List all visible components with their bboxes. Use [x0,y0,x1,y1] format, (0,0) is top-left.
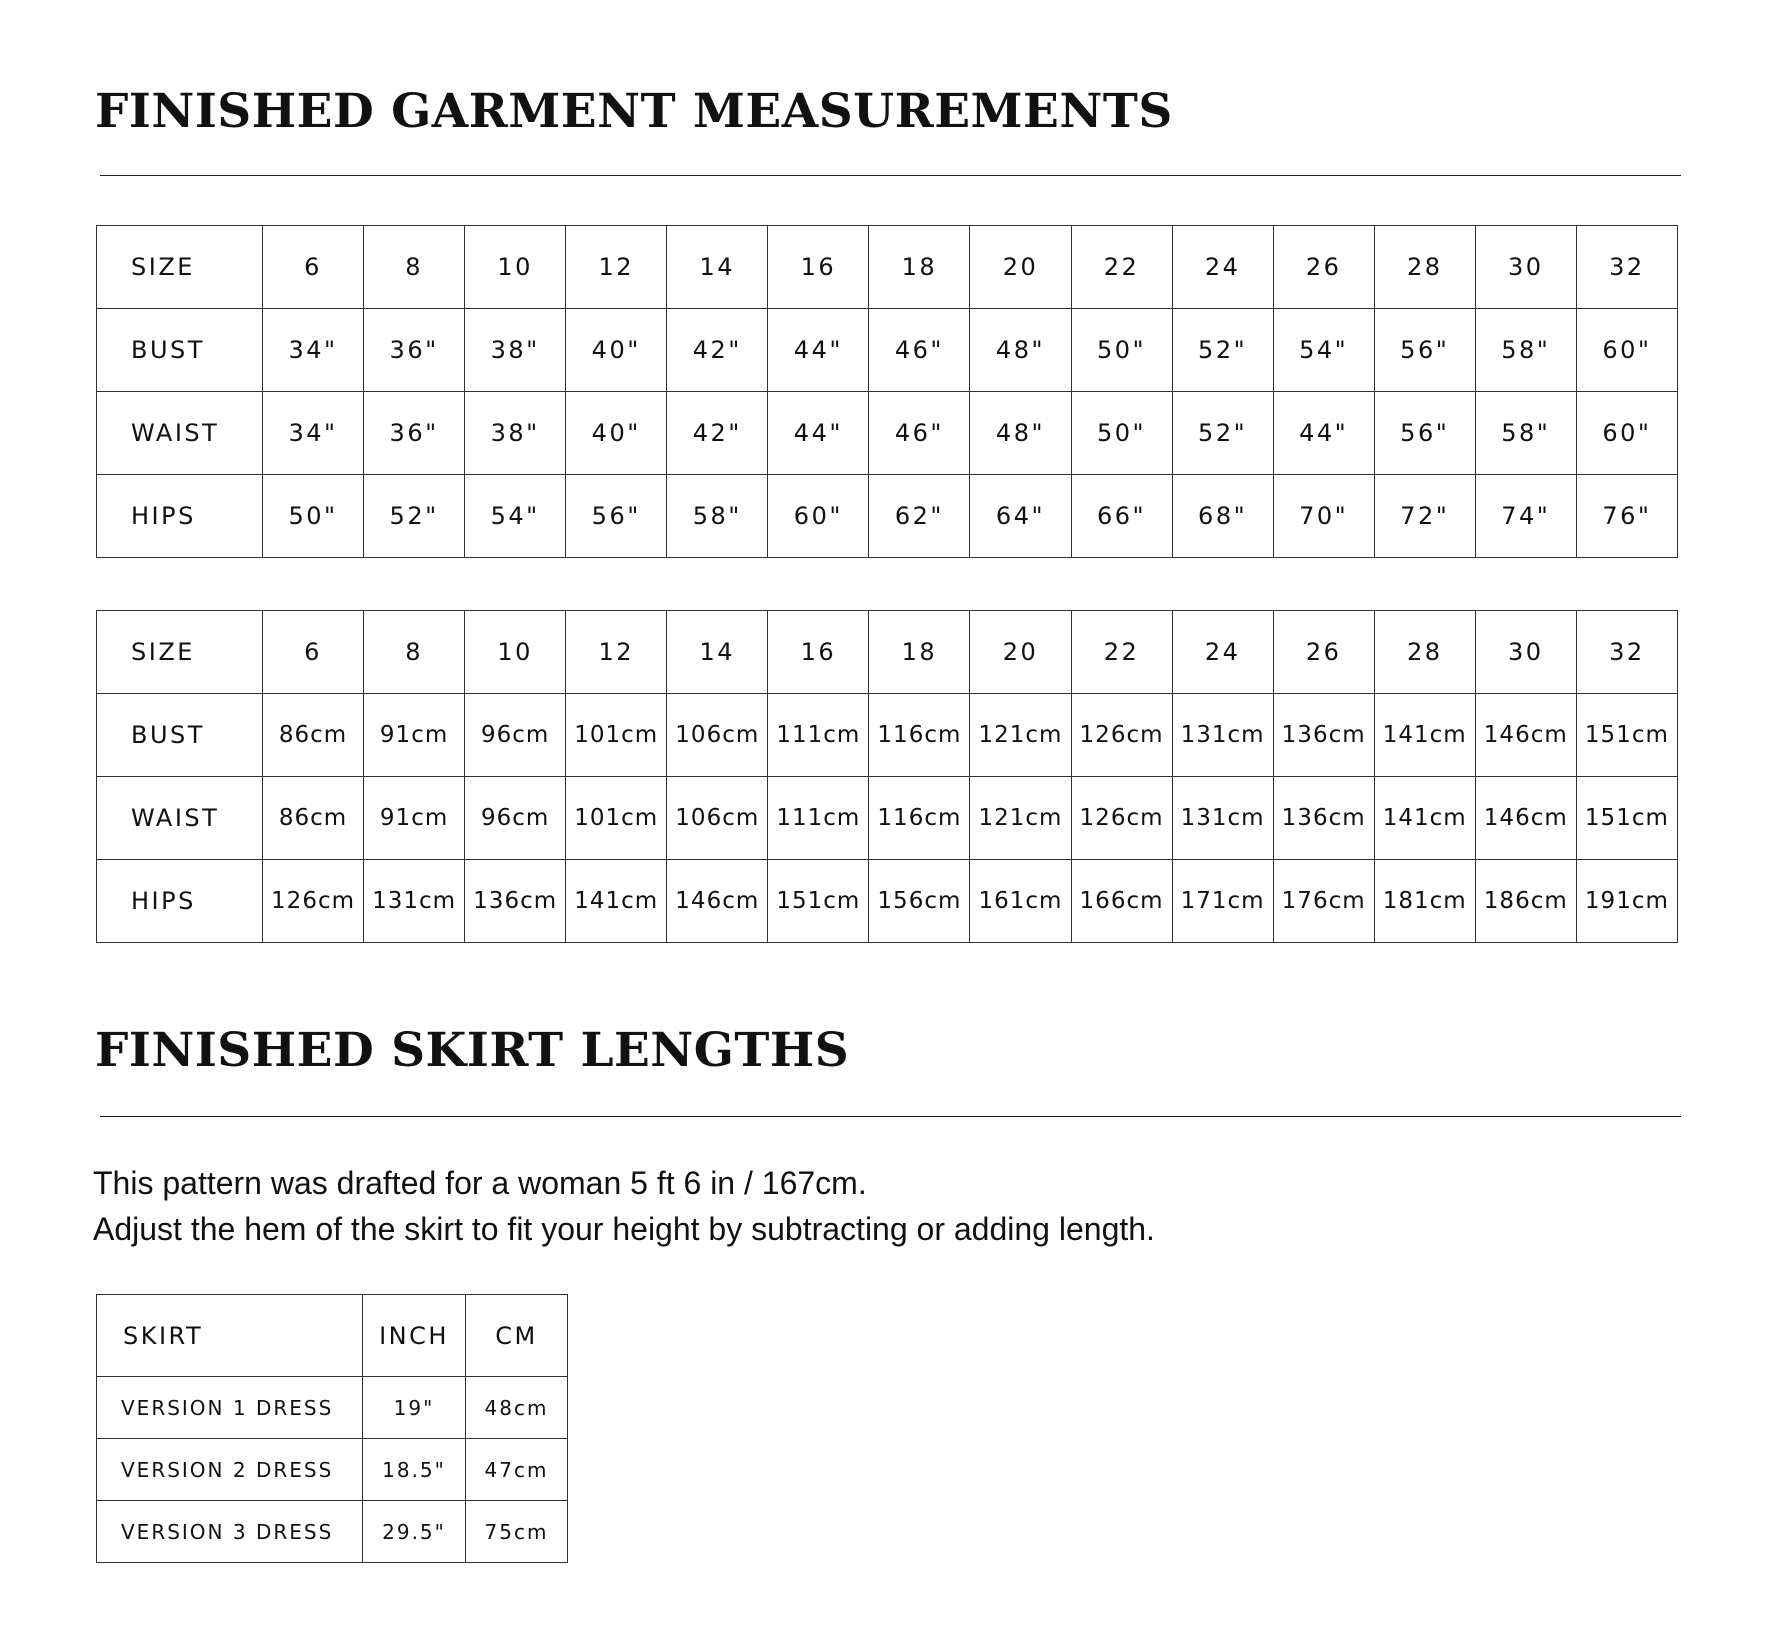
table-cell: 38" [465,309,566,392]
table-cell: 50" [263,475,364,558]
column-header: CM [466,1295,568,1377]
table-cell: 19" [363,1377,466,1439]
table-cell: 22 [1071,611,1172,694]
table-cell: 46" [869,392,970,475]
table-cell: 12 [566,226,667,309]
table-cell: 101cm [566,777,667,860]
table-cell: 22 [1071,226,1172,309]
table-cell: 8 [364,611,465,694]
table-cell: 121cm [970,777,1071,860]
table-cell: 36" [364,309,465,392]
title-divider [100,175,1681,176]
table-cell: 18 [869,611,970,694]
table-cell: 75cm [466,1501,568,1563]
table-cell: 66" [1071,475,1172,558]
table-cell: 52" [364,475,465,558]
table-cell: 44" [768,392,869,475]
table-cell: 151cm [1576,777,1677,860]
intro-text [93,1160,1155,1252]
table-cell: 181cm [1374,860,1475,943]
table-cell: 86cm [263,694,364,777]
table-cell: 176cm [1273,860,1374,943]
table-row [97,475,1678,558]
table-cell: 50" [1071,309,1172,392]
table-cell: 38" [465,392,566,475]
table-cell: 62" [869,475,970,558]
row-label: BUST [97,309,263,392]
table-cell: 186cm [1475,860,1576,943]
table-cell: 74" [1475,475,1576,558]
table-cell: 46" [869,309,970,392]
row-label: SIZE [97,226,263,309]
table-cell: 28 [1374,611,1475,694]
table-cell: 106cm [667,777,768,860]
table-cell: 29.5" [363,1501,466,1563]
table-cell: 12 [566,611,667,694]
table-cell: 96cm [465,777,566,860]
table-cell: 40" [566,392,667,475]
table-cell: 64" [970,475,1071,558]
table-cell: 91cm [364,694,465,777]
table-cell: 111cm [768,694,869,777]
row-label: VERSION 2 DRESS [97,1439,363,1501]
table-cell: 28 [1374,226,1475,309]
table-cell: 47cm [466,1439,568,1501]
table-cell: 146cm [1475,694,1576,777]
row-label: SIZE [97,611,263,694]
table-row [97,1377,568,1439]
table-cell: 44" [768,309,869,392]
table-cell: 40" [566,309,667,392]
table-cell: 20 [970,611,1071,694]
table-cell: 16 [768,226,869,309]
row-label: HIPS [97,475,263,558]
table-cell: 76" [1576,475,1677,558]
table-cell: 6 [263,611,364,694]
cm-measurements-table [96,610,1678,943]
table-cell: 146cm [667,860,768,943]
table-cell: 131cm [364,860,465,943]
table-cell: 191cm [1576,860,1677,943]
table-cell: 6 [263,226,364,309]
row-label: HIPS [97,860,263,943]
table-cell: 56" [1374,392,1475,475]
table-cell: 32 [1576,611,1677,694]
table-cell: 146cm [1475,777,1576,860]
table-cell: 44" [1273,392,1374,475]
table-cell: 14 [667,226,768,309]
table-cell: 116cm [869,777,970,860]
table-cell: 16 [768,611,869,694]
table-cell: 136cm [465,860,566,943]
intro-line: Adjust the hem of the skirt to fit your height by subtracting or adding length. [93,1211,1155,1247]
table-cell: 26 [1273,611,1374,694]
table-cell: 86cm [263,777,364,860]
table-row [97,309,1678,392]
table-cell: 58" [1475,309,1576,392]
table-cell: 58" [667,475,768,558]
table-cell: 141cm [566,860,667,943]
table-cell: 50" [1071,392,1172,475]
table-cell: 36" [364,392,465,475]
table-cell: 52" [1172,309,1273,392]
table-cell: 34" [263,309,364,392]
table-cell: 48cm [466,1377,568,1439]
table-cell: 121cm [970,694,1071,777]
table-cell: 60" [768,475,869,558]
table-cell: 131cm [1172,694,1273,777]
table-cell: 30 [1475,226,1576,309]
table-cell: 101cm [566,694,667,777]
table-row [97,1501,568,1563]
table-cell: 54" [1273,309,1374,392]
table-row [97,392,1678,475]
row-label: VERSION 3 DRESS [97,1501,363,1563]
intro-line: This pattern was drafted for a woman 5 ft 6 in / 167cm. [93,1165,867,1201]
table-cell: 106cm [667,694,768,777]
row-label: VERSION 1 DRESS [97,1377,363,1439]
table-cell: 151cm [1576,694,1677,777]
table-cell: 126cm [1071,694,1172,777]
inch-measurements-table [96,225,1678,558]
table-cell: 14 [667,611,768,694]
column-header: INCH [363,1295,466,1377]
table-cell: 26 [1273,226,1374,309]
table-cell: 54" [465,475,566,558]
table-cell: 24 [1172,611,1273,694]
table-cell: 34" [263,392,364,475]
table-cell: 18 [869,226,970,309]
table-cell: 52" [1172,392,1273,475]
table-cell: 10 [465,226,566,309]
table-row [97,226,1678,309]
table-cell: 48" [970,392,1071,475]
table-cell: 58" [1475,392,1576,475]
table-cell: 10 [465,611,566,694]
table-cell: 30 [1475,611,1576,694]
table-cell: 136cm [1273,694,1374,777]
table-cell: 60" [1576,392,1677,475]
table-cell: 20 [970,226,1071,309]
row-label: WAIST [97,392,263,475]
table-row [97,860,1678,943]
table-cell: 171cm [1172,860,1273,943]
table-cell: 56" [566,475,667,558]
table-cell: 91cm [364,777,465,860]
table-row [97,777,1678,860]
row-label: WAIST [97,777,263,860]
table-cell: 8 [364,226,465,309]
garment-measurements-title: FINISHED GARMENT MEASUREMENTS [95,84,1173,139]
skirt-lengths-title: FINISHED SKIRT LENGTHS [95,1023,850,1078]
column-header: SKIRT [97,1295,363,1377]
table-cell: 60" [1576,309,1677,392]
table-row [97,1439,568,1501]
table-cell: 70" [1273,475,1374,558]
skirt-lengths-table [96,1294,568,1563]
table-cell: 156cm [869,860,970,943]
table-cell: 24 [1172,226,1273,309]
row-label: BUST [97,694,263,777]
table-cell: 32 [1576,226,1677,309]
table-cell: 116cm [869,694,970,777]
table-cell: 131cm [1172,777,1273,860]
title-divider [100,1116,1681,1117]
table-cell: 161cm [970,860,1071,943]
table-header-row [97,1295,568,1377]
table-cell: 166cm [1071,860,1172,943]
table-cell: 141cm [1374,777,1475,860]
table-cell: 18.5" [363,1439,466,1501]
table-cell: 42" [667,309,768,392]
table-cell: 48" [970,309,1071,392]
table-cell: 68" [1172,475,1273,558]
table-cell: 136cm [1273,777,1374,860]
table-cell: 126cm [1071,777,1172,860]
table-cell: 151cm [768,860,869,943]
table-row [97,694,1678,777]
table-cell: 96cm [465,694,566,777]
table-cell: 42" [667,392,768,475]
table-cell: 111cm [768,777,869,860]
table-cell: 126cm [263,860,364,943]
table-cell: 72" [1374,475,1475,558]
table-row [97,611,1678,694]
table-cell: 56" [1374,309,1475,392]
table-cell: 141cm [1374,694,1475,777]
